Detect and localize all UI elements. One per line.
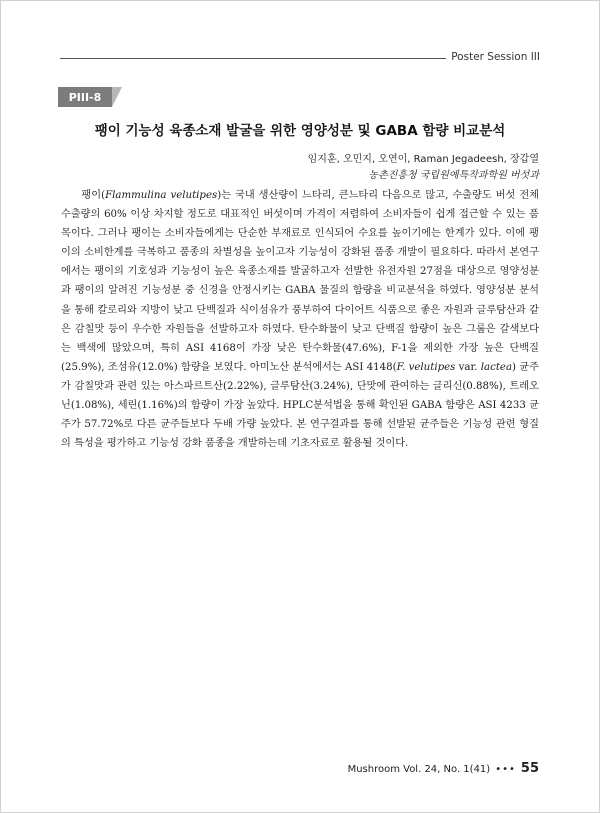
poster-id-badge: PIII-8 xyxy=(58,87,112,107)
section-header: Poster Session III xyxy=(451,51,540,63)
affiliation: 농촌진흥청 국립원예특작과학원 버섯과 xyxy=(368,170,539,181)
abstract-text: ) 균주가 감칠맛과 관련 있는 아스파르트산(2.22%), 글루탐산(3.24%), 단맛에 관여하는 글리신(0.88%), 트레오닌(1.08%), 세린(1.16%)의 함량이 가장 높았다. HPLC분석법을 통해 확인된 GABA 함량은 ASI 4233 균주가 57.72%로 다른 균주들보다 두배 가량 높았다. 본 연구결과를 통해 선발된 균주들은 기능성 관련 형질의 특성을 평가하고 기능성 강화 품종을 개발하는데 기초자료로 활용될 것이다. xyxy=(61,361,539,450)
variety-name: lactea xyxy=(480,361,513,373)
abstract-text: )는 국내 생산량이 느타리, 큰느타리 다음으로 많고, 수출량도 버섯 전체 수출량의 60% 이상 차지할 정도로 대표적인 버섯이며 가격이 저렴하여 소비자들이 쉽게 접근할 수 있는 품목이다. 그러나 팽이는 소비자들에게는 단순한 부재료로 인식되어 수요를 높이기에는 한계가 있다. 이에 팽이의 소비한계를 극복하고 품종의 차별성을 높이고자 기능성이 강화된 품종 개발이 필요하다. 따라서 본연구에서는 팽이의 기호성과 기능성이 높은 육종소재를 발굴하고자 선발한 유전자원 27점을 대상으로 영양성분과 팽이의 알려진 기능성분 중 신경을 안정시키는 GABA 물질의 함량을 비교분석을 하였다. 영양성분 분석을 통해 칼로리와 지방이 낮고 단백질과 식이섬유가 풍부하여 다이어트 식품으로 좋은 자원과 글루탐산과 같은 감칠맛 등이 우수한 자원들을 선발하고자 하였다. 탄수화물이 낮고 단백질 함량이 높은 그룹은 갈색보다는 백색에 많았으며, 특히 ASI 4168이 가장 낮은 탄수화물(47.6%), F-1을 제외한 가장 높은 단백질(25.9%), 조섬유(12.0%) 함량을 보였다. 아미노산 분석에서는 ASI 4148( xyxy=(61,190,540,373)
page-number: 55 xyxy=(520,761,539,776)
species-name: Flammulina velutipes xyxy=(105,190,218,201)
abstract-text: var. xyxy=(455,361,481,373)
journal-citation: Mushroom Vol. 24, No. 1(41) xyxy=(347,764,491,775)
page-footer xyxy=(348,761,539,776)
author-list: 임지훈, 오민지, 오연이, Raman Jegadeesh, 장갑열 xyxy=(307,154,539,165)
species-name: F. velutipes xyxy=(396,361,456,373)
abstract-text: 팽이( xyxy=(81,190,106,201)
badge-tail-decoration xyxy=(112,87,122,107)
footer-dots: ••• xyxy=(495,764,516,775)
paper-title: 팽이 기능성 육종소재 발굴을 위한 영양성분 및 GABA 함량 비교분석 xyxy=(94,123,506,139)
header-rule xyxy=(60,58,446,59)
abstract-body xyxy=(61,186,539,453)
